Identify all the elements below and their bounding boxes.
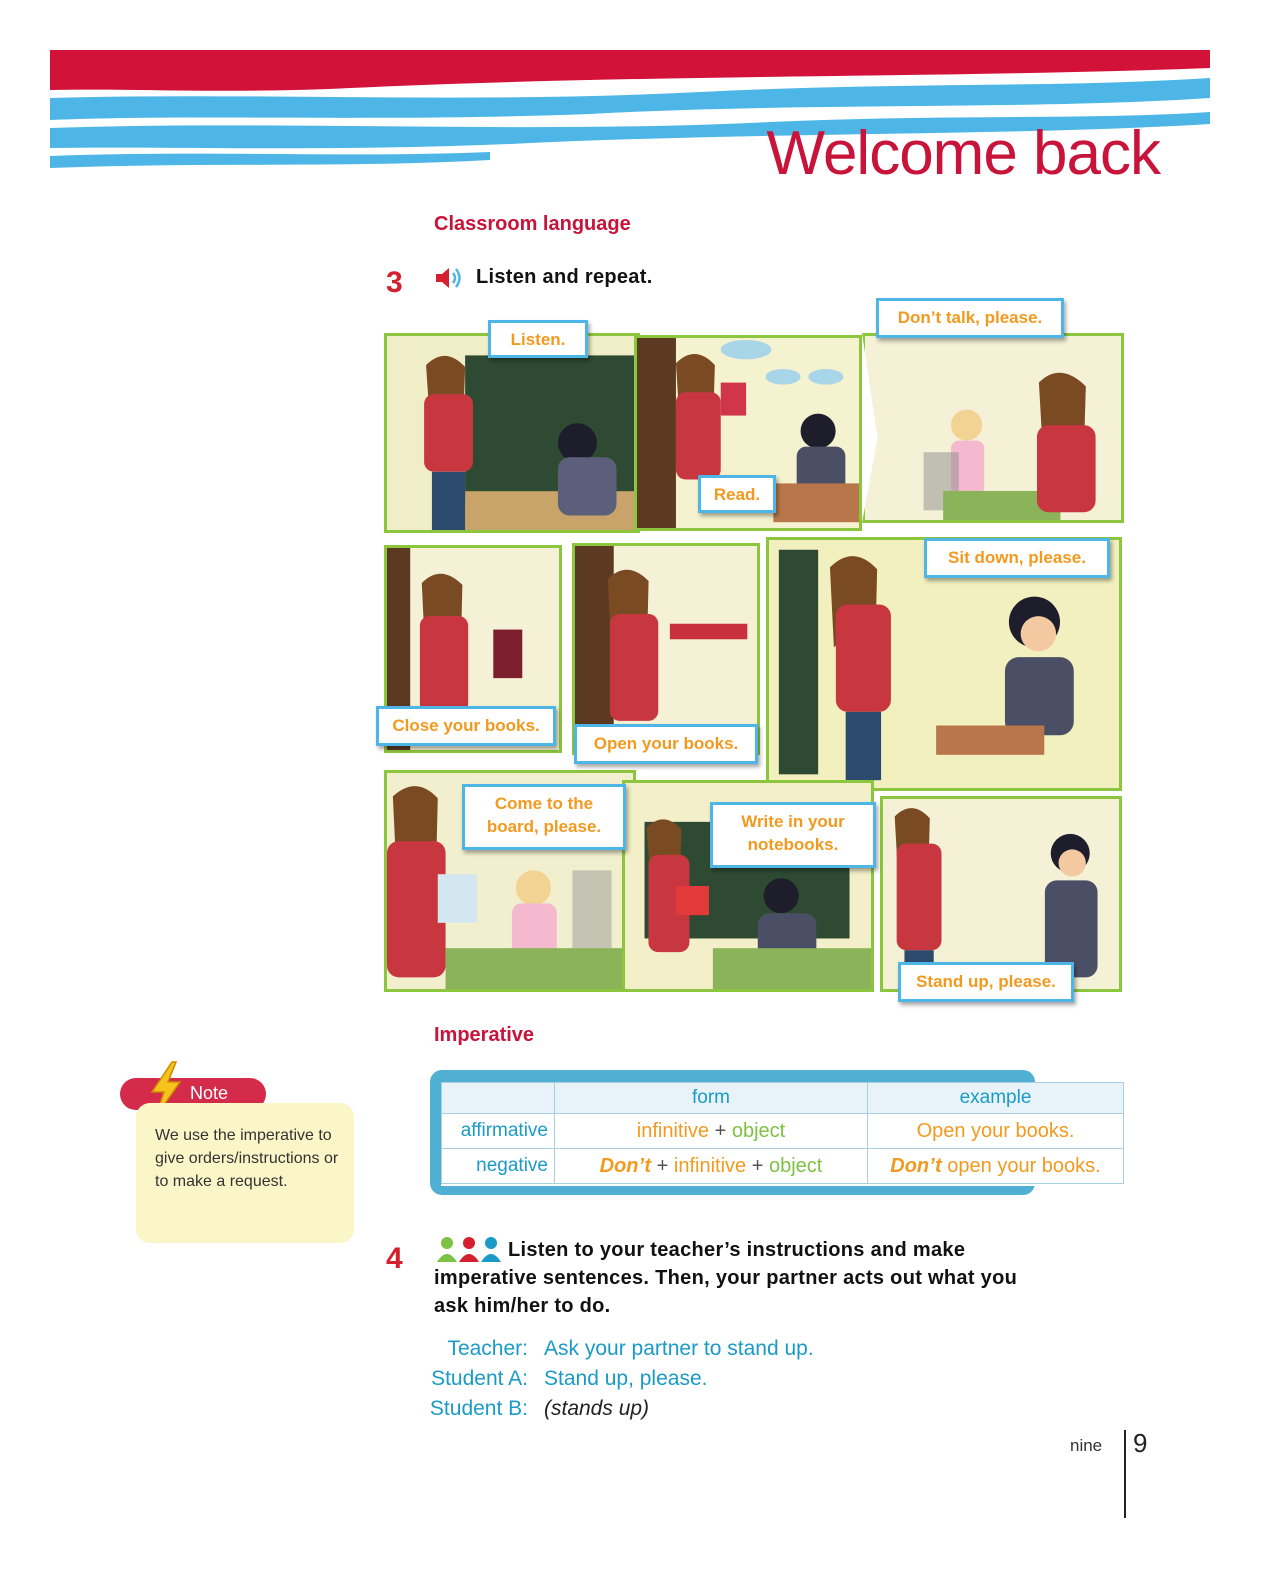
dialogue-speaker-teacher: Teacher: bbox=[447, 1337, 528, 1360]
page-number-word: nine bbox=[1070, 1436, 1103, 1455]
page-number-rule bbox=[1124, 1430, 1126, 1518]
cell-form-affirmative bbox=[555, 1114, 868, 1149]
example-affirmative-text: Open your books. bbox=[916, 1119, 1075, 1142]
row-label-negative: negative bbox=[442, 1149, 555, 1184]
form-plus-1: + bbox=[656, 1154, 669, 1177]
form-plus-2: + bbox=[751, 1154, 764, 1177]
page-title: Welcome back bbox=[766, 119, 1160, 188]
exercise-instruction: Listen and repeat. bbox=[476, 266, 653, 288]
dialogue-speaker-student-a: Student A: bbox=[431, 1367, 528, 1390]
section-heading-classroom-language: Classroom language bbox=[434, 213, 631, 235]
page-number: 9 bbox=[1133, 1428, 1148, 1458]
table-header-example: example bbox=[868, 1083, 1124, 1114]
caption-write-notebooks: Write in your notebooks. bbox=[710, 802, 876, 868]
caption-listen: Listen. bbox=[488, 320, 588, 358]
exercise-number: 3 bbox=[386, 266, 403, 299]
caption-sit-down: Sit down, please. bbox=[924, 538, 1110, 578]
dialogue-line-teacher: Ask your partner to stand up. bbox=[544, 1337, 814, 1360]
caption-dont-talk: Don’t talk, please. bbox=[876, 298, 1064, 338]
cell-example-affirmative bbox=[868, 1114, 1124, 1149]
example-negative-text: open your books. bbox=[947, 1154, 1101, 1177]
form-plus: + bbox=[714, 1119, 727, 1142]
caption-close-books: Close your books. bbox=[376, 706, 556, 746]
audio-speaker-icon[interactable] bbox=[434, 266, 464, 290]
exercise4-instruction-line1: Listen to your teacher’s instructions and make bbox=[508, 1239, 966, 1261]
cell-example-negative bbox=[868, 1149, 1124, 1184]
form-dont: Don’t bbox=[599, 1154, 652, 1177]
caption-open-books: Open your books. bbox=[574, 724, 758, 764]
exercise4-instruction-line2: imperative sentences. Then, your partner acts out what you bbox=[434, 1267, 1018, 1289]
exercise-number: 4 bbox=[386, 1242, 403, 1275]
caption-come-to-board: Come to the board, please. bbox=[462, 784, 626, 850]
note-text: We use the imperative to give orders/instructions or to make a request. bbox=[155, 1127, 339, 1191]
pair-work-icon bbox=[436, 1236, 504, 1264]
exercise4-instruction-line3: ask him/her to do. bbox=[434, 1295, 611, 1317]
note-label: Note bbox=[190, 1083, 229, 1103]
example-dont: Don’t bbox=[890, 1154, 942, 1177]
table-header-row bbox=[442, 1083, 1124, 1114]
form-infinitive: infinitive bbox=[636, 1119, 710, 1142]
imperative-table bbox=[441, 1082, 1124, 1184]
table-row-affirmative bbox=[442, 1114, 1124, 1149]
dialogue-line-student-b: (stands up) bbox=[544, 1397, 650, 1420]
caption-stand-up: Stand up, please. bbox=[898, 962, 1074, 1002]
table-corner-cell bbox=[442, 1083, 555, 1114]
caption-read: Read. bbox=[698, 475, 776, 513]
dialogue-speaker-student-b: Student B: bbox=[429, 1397, 528, 1420]
row-label-affirmative: affirmative bbox=[442, 1114, 555, 1149]
dialogue-line-student-a: Stand up, please. bbox=[544, 1367, 708, 1390]
table-header-form: form bbox=[555, 1083, 868, 1114]
section-heading-imperative: Imperative bbox=[434, 1024, 535, 1046]
form-object: object bbox=[768, 1154, 823, 1177]
comic-panel-listen bbox=[384, 333, 640, 533]
cell-form-negative bbox=[555, 1149, 868, 1184]
form-infinitive: infinitive bbox=[673, 1154, 747, 1177]
comic-panel-dont-talk bbox=[862, 333, 1124, 523]
table-row-negative bbox=[442, 1149, 1124, 1184]
form-object: object bbox=[731, 1119, 786, 1142]
